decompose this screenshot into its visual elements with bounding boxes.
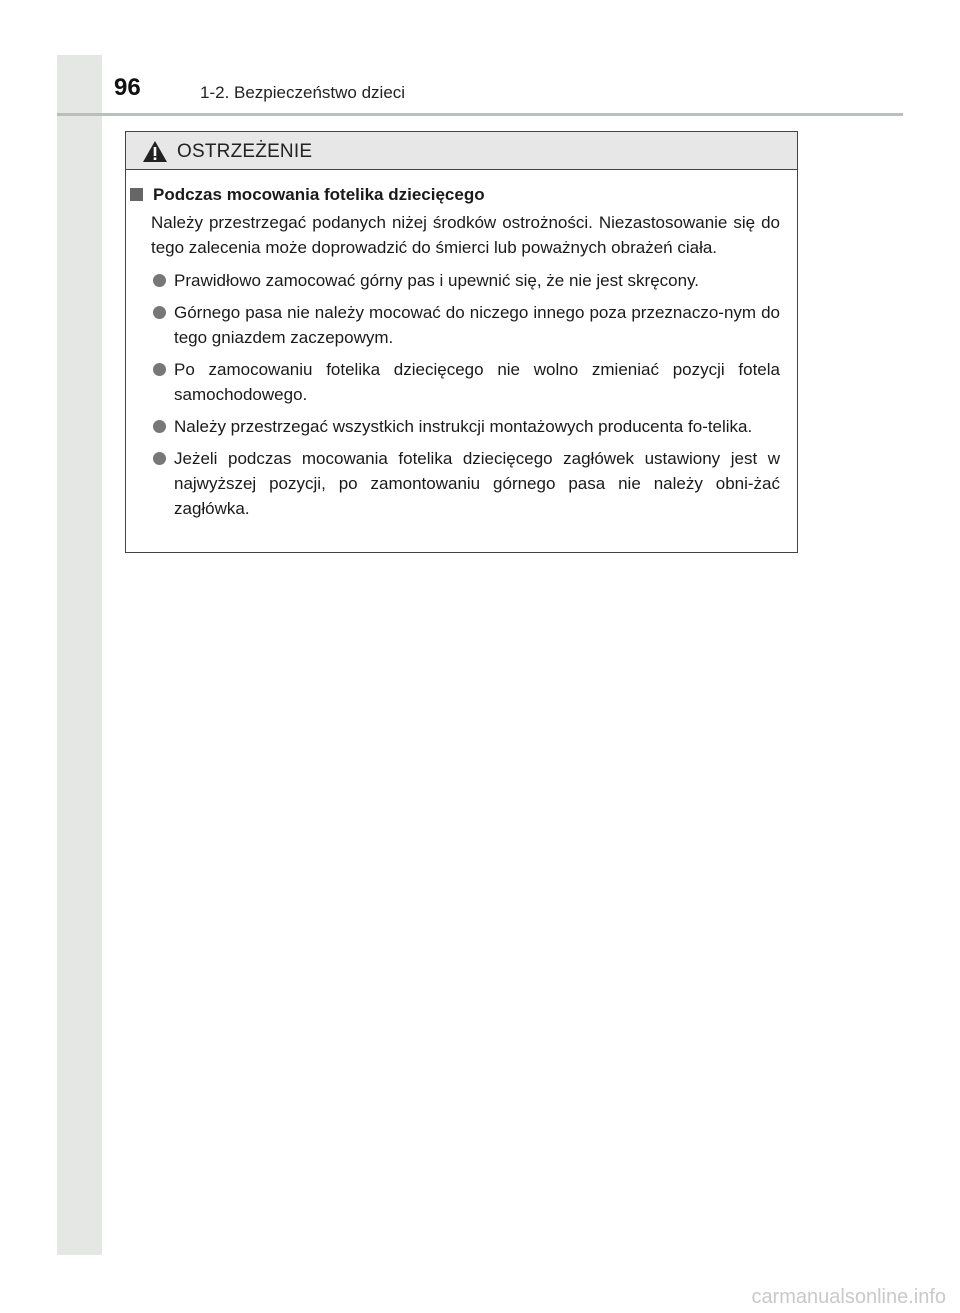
warning-bullet-text: Jeżeli podczas mocowania fotelika dziecięcego zagłówek ustawiony jest w najwyższej pozycji, po zamontowaniu górnego pasa nie należy obni-żać zagłówka.	[174, 449, 780, 518]
warning-bullet-item	[130, 268, 780, 293]
warning-bullet-item	[130, 357, 780, 407]
header-rule	[57, 113, 903, 116]
warning-bullet-item	[130, 446, 780, 521]
warning-bullet-item	[130, 414, 780, 439]
warning-box	[125, 131, 798, 553]
warning-bullet-text: Należy przestrzegać wszystkich instrukcji montażowych producenta fo-telika.	[174, 417, 753, 436]
round-bullet-icon	[153, 420, 166, 433]
warning-title: OSTRZEŻENIE	[177, 141, 313, 162]
page-side-tab	[57, 55, 102, 1255]
warning-bullet-text: Górnego pasa nie należy mocować do niczego innego poza przeznaczo-nym do tego gniazdem zaczepowym.	[174, 303, 780, 347]
square-bullet-icon	[130, 188, 143, 201]
warning-bullet-text: Po zamocowaniu fotelika dziecięcego nie wolno zmieniać pozycji fotela samochodowego.	[174, 360, 780, 404]
round-bullet-icon	[153, 363, 166, 376]
warning-intro: Należy przestrzegać podanych niżej środków ostrożności. Niezastosowanie się do tego zalecenia może doprowadzić do śmierci lub poważnych obrażeń ciała.	[151, 213, 780, 257]
round-bullet-icon	[153, 274, 166, 287]
warning-header	[126, 132, 797, 170]
round-bullet-icon	[153, 306, 166, 319]
warning-triangle-icon	[142, 140, 168, 163]
watermark: carmanualsonline.info	[751, 1286, 946, 1308]
warning-bullet-text: Prawidłowo zamocować górny pas i upewnić się, że nie jest skręcony.	[174, 271, 700, 290]
warning-bullet-item	[130, 300, 780, 350]
page-number: 96	[114, 74, 141, 101]
warning-subheading	[130, 184, 780, 206]
warning-bullet-list	[130, 268, 780, 521]
warning-body	[130, 184, 780, 528]
warning-subheading-text: Podczas mocowania fotelika dziecięcego	[153, 185, 485, 204]
round-bullet-icon	[153, 452, 166, 465]
section-title: 1-2. Bezpieczeństwo dzieci	[200, 83, 406, 102]
